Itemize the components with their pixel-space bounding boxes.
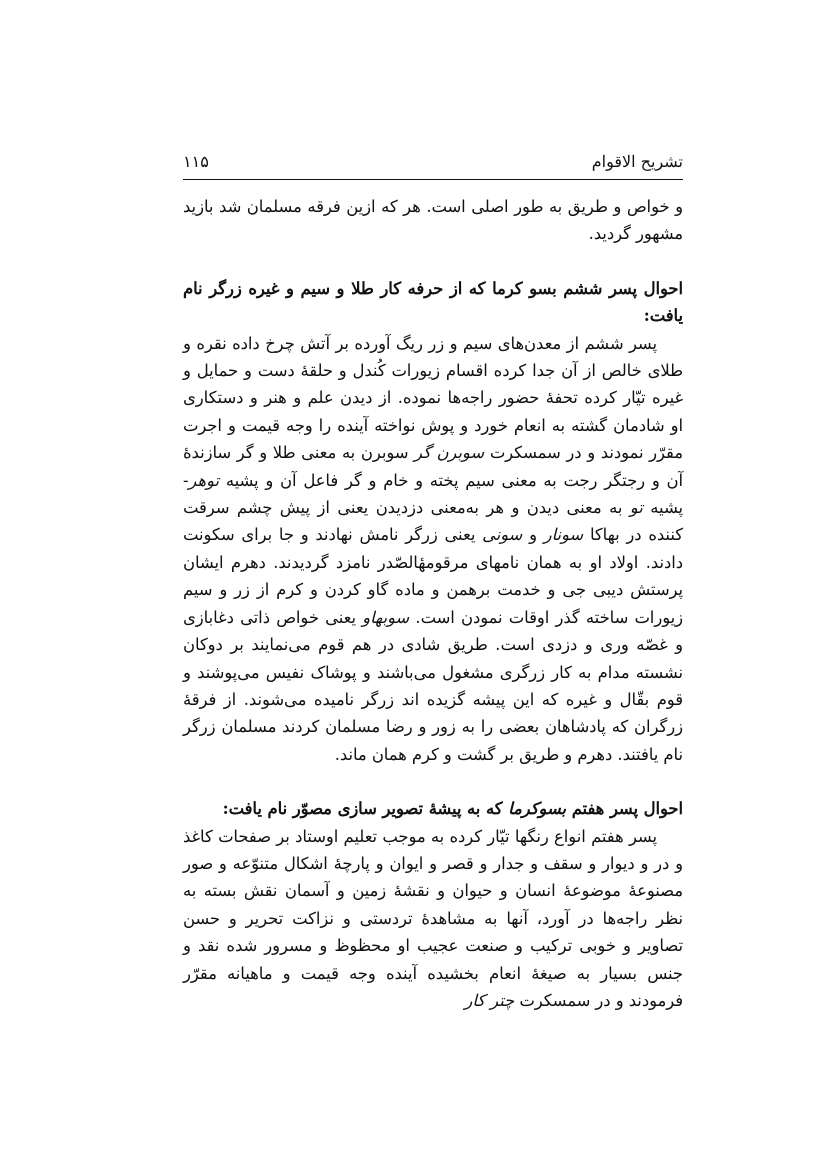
italic-term: بسوکرما — [508, 799, 567, 819]
text-run: پسر هفتم انواع رنگها تیّار کرده به موجب تعلیم اوستاد بر صفحات کاغذ و در و دیوار و سقف و جدار و قصر و ایوان و پارچهٔ اشکال متنوّعه و صور مصنوعهٔ موضوعهٔ انسان و حیوان و نقشهٔ زمین و آسمان نقش بسته به نظر راجه‌ها در آورد، آنها به مشاهدهٔ تردستی و نزاکت تحریر و حسن تصاویر و خوبی ترکیب و صنعت عجیب او محظوظ و مسرور شده نقد و جنس بسیار به صیغهٔ انعام بخشیده آینده وجه قیمت و ماهیانه مقرّر فرمودند و در سمسکرت — [183, 826, 683, 1010]
text-run: به معنی دیدن و هر به‌معنی دزدیدن یعنی از پیش چشم سرقت کننده در بهاکا — [183, 498, 683, 545]
text-run: سوبرن به معنی طلا و گر سازندهٔ آن و رجتگر رجت به معنی سیم پخته و خام و گر فاعل آن و پشیه — [183, 443, 683, 490]
italic-term: تو — [629, 498, 643, 518]
text-run: - پشیه — [183, 470, 683, 518]
paragraph-sixth-son — [183, 330, 683, 769]
italic-term: توهر — [188, 470, 220, 490]
page-body — [183, 193, 683, 1014]
italic-term: سونار — [543, 525, 584, 545]
heading-run: که به پیشهٔ تصویر سازی مصوّر نام یافت: — [222, 799, 509, 819]
italic-term: سونی — [482, 525, 523, 545]
section-gap — [183, 248, 683, 275]
text-run: پسر ششم از معدن‌های سیم و زر ریگ آورده بر آتش چرخ داده نقره و طلای خالص از آن جدا کرده اقسام زیورات کُندل و حلقهٔ دست و حمایل و غیره تیّار کرده تحفهٔ حضور راجه‌ها نموده. از دیدن علم و هنر و دستکاری او شادمان گشته به انعام خورد و پوش نواخته آینده را وجه قیمت و اجرت مقرّر نمودند و در سمسکرت — [183, 333, 683, 463]
header-rule — [183, 179, 683, 180]
page-number: ۱۱۵ — [183, 152, 209, 171]
running-title: تشریح الاقوام — [591, 152, 683, 171]
section-heading-seventh-son — [183, 795, 683, 822]
italic-term: چتر کار — [464, 990, 515, 1010]
text-run: و — [522, 525, 544, 545]
heading-run: احوال پسر هفتم — [566, 799, 683, 819]
italic-term: سوبرن گر — [414, 443, 485, 463]
text-run: یعنی زرگر نامش نهادند و جا برای سکونت دادند. اولاد او به همان نامهای مرقومهٔالصّدر نامزد گردیدند. دهرم ایشان پرستش دیبی جی و خدمت برهمن و ماده گاو کردن و کرم از زر و سیم زیورات ساخته گذر اوقات نمودن است. — [183, 525, 683, 627]
running-header — [183, 148, 683, 176]
text-run: یعنی خواص ذاتی دغابازی و غصّه وری و دزدی است. طریق شادی در هم قوم می‌نمایند بر دوکان نشسته مدام به کار زرگری مشغول می‌باشند و پوشاک نفیس می‌پوشند و قوم بقّال و غیره که این پیشه گزیده اند زرگر نامیده می‌شوند. از فرقهٔ زرگران که پادشاهان بعضی را به زور و رضا مسلمان کردند مسلمان زرگر نام یافتند. دهرم و طریق بر گشت و کرم همان ماند. — [183, 607, 683, 764]
paragraph-seventh-son — [183, 823, 683, 1015]
italic-term: سوبهاو — [362, 607, 410, 627]
section-heading-sixth-son: احوال پسر ششم بسو کرما که از حرفه کار طلا و سیم و غیره زرگر نام یافت: — [183, 278, 683, 326]
paragraph-continuation: و خواص و طریق به طور اصلی است. هر که ازین فرقه مسلمان شد بازید مشهور گردید. — [183, 197, 683, 244]
